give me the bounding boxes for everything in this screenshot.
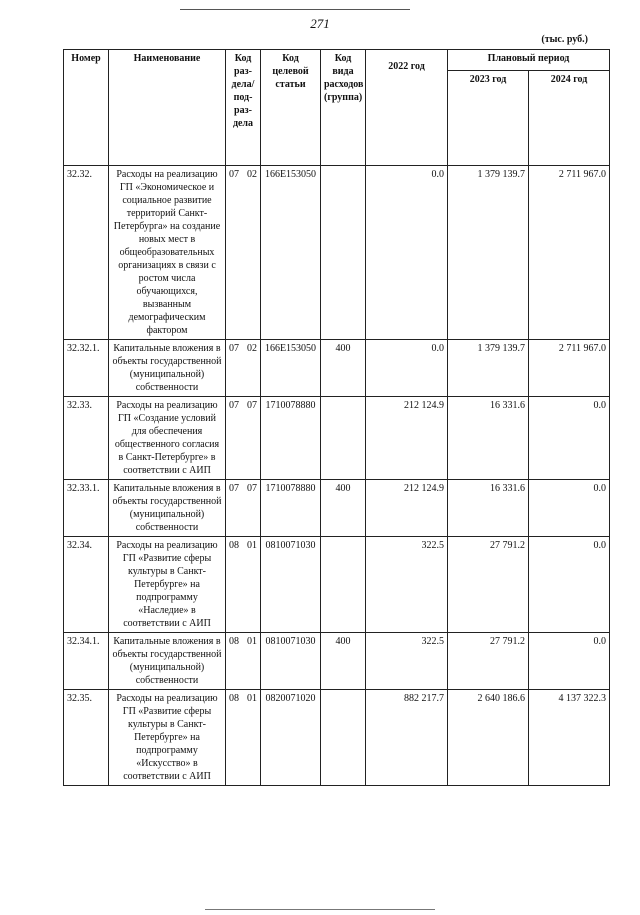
row-2024: 0.0 [529,633,610,690]
table-body [64,166,610,786]
row-2023: 1 379 139.7 [448,166,529,340]
row-number: 32.34. [64,537,109,633]
header-2024: 2024 год [529,71,610,166]
row-vid [321,397,366,480]
row-2023: 16 331.6 [448,480,529,537]
row-name: Капитальные вложения в объекты государственной (муниципальной) собственности [109,480,226,537]
row-2022: 322.5 [366,633,448,690]
row-target: 0820071020 [261,690,321,786]
row-target: 0810071030 [261,633,321,690]
top-rule [180,9,410,10]
row-razdel: 08 01 [226,690,261,786]
table-row [64,480,610,537]
row-name: Расходы на реализацию ГП «Создание условий для обеспечения общественного согласия в Санкт-Петербурге» в соответствии с АИП [109,397,226,480]
header-target: Код целевой статьи [261,50,321,166]
row-name: Расходы на реализацию ГП «Развитие сферы культуры в Санкт-Петербурге» на подпрограмму «Искусство» в соответствии с АИП [109,690,226,786]
row-number: 32.35. [64,690,109,786]
row-number: 32.33.1. [64,480,109,537]
row-2022: 882 217.7 [366,690,448,786]
row-target: 1710078880 [261,480,321,537]
row-razdel: 08 01 [226,633,261,690]
units-label: (тыс. руб.) [541,34,588,45]
row-target: 166E153050 [261,340,321,397]
table-row [64,690,610,786]
header-2022: 2022 год [366,50,448,166]
table-row [64,397,610,480]
row-name: Капитальные вложения в объекты государственной (муниципальной) собственности [109,633,226,690]
row-number: 32.32. [64,166,109,340]
row-2024: 0.0 [529,537,610,633]
row-2024: 2 711 967.0 [529,166,610,340]
row-target: 166E153050 [261,166,321,340]
row-name: Расходы на реализацию ГП «Развитие сферы культуры в Санкт-Петербурге» на подпрограмму «Наследие» в соответствии с АИП [109,537,226,633]
table-row [64,633,610,690]
header-razdel: Код раз-дела/ под-раз-дела [226,50,261,166]
table-row [64,537,610,633]
bottom-rule [0,897,640,915]
table-row [64,340,610,397]
row-2023: 27 791.2 [448,633,529,690]
row-2022: 322.5 [366,537,448,633]
row-2024: 0.0 [529,397,610,480]
row-vid [321,166,366,340]
row-2022: 0.0 [366,340,448,397]
row-razdel: 07 07 [226,397,261,480]
table-row [64,166,610,340]
row-vid [321,537,366,633]
header-planned: Плановый период [448,50,610,71]
row-razdel: 07 02 [226,340,261,397]
row-razdel: 07 07 [226,480,261,537]
budget-table [63,49,610,786]
header-vid: Код вида расходов (группа) [321,50,366,166]
row-2024: 0.0 [529,480,610,537]
page-number: 271 [310,16,330,31]
row-vid: 400 [321,340,366,397]
row-2022: 212 124.9 [366,397,448,480]
row-vid: 400 [321,633,366,690]
row-2023: 2 640 186.6 [448,690,529,786]
row-name: Расходы на реализацию ГП «Экономическое и социальное развитие территорий Санкт-Петербурга» на создание новых мест в общеобразовательных организациях в связи с ростом числа обучающихся, вызванным демографическим фактором [109,166,226,340]
row-2023: 27 791.2 [448,537,529,633]
row-number: 32.33. [64,397,109,480]
header-number: Номер [64,50,109,166]
row-number: 32.34.1. [64,633,109,690]
row-razdel: 07 02 [226,166,261,340]
row-name: Капитальные вложения в объекты государственной (муниципальной) собственности [109,340,226,397]
header-2023: 2023 год [448,71,529,166]
row-vid: 400 [321,480,366,537]
row-2023: 16 331.6 [448,397,529,480]
row-2023: 1 379 139.7 [448,340,529,397]
row-target: 0810071030 [261,537,321,633]
header-name: Наименование [109,50,226,166]
row-2024: 2 711 967.0 [529,340,610,397]
table-header [64,50,610,166]
row-number: 32.32.1. [64,340,109,397]
row-2022: 212 124.9 [366,480,448,537]
row-vid [321,690,366,786]
row-2022: 0.0 [366,166,448,340]
row-razdel: 08 01 [226,537,261,633]
row-target: 1710078880 [261,397,321,480]
row-2024: 4 137 322.3 [529,690,610,786]
